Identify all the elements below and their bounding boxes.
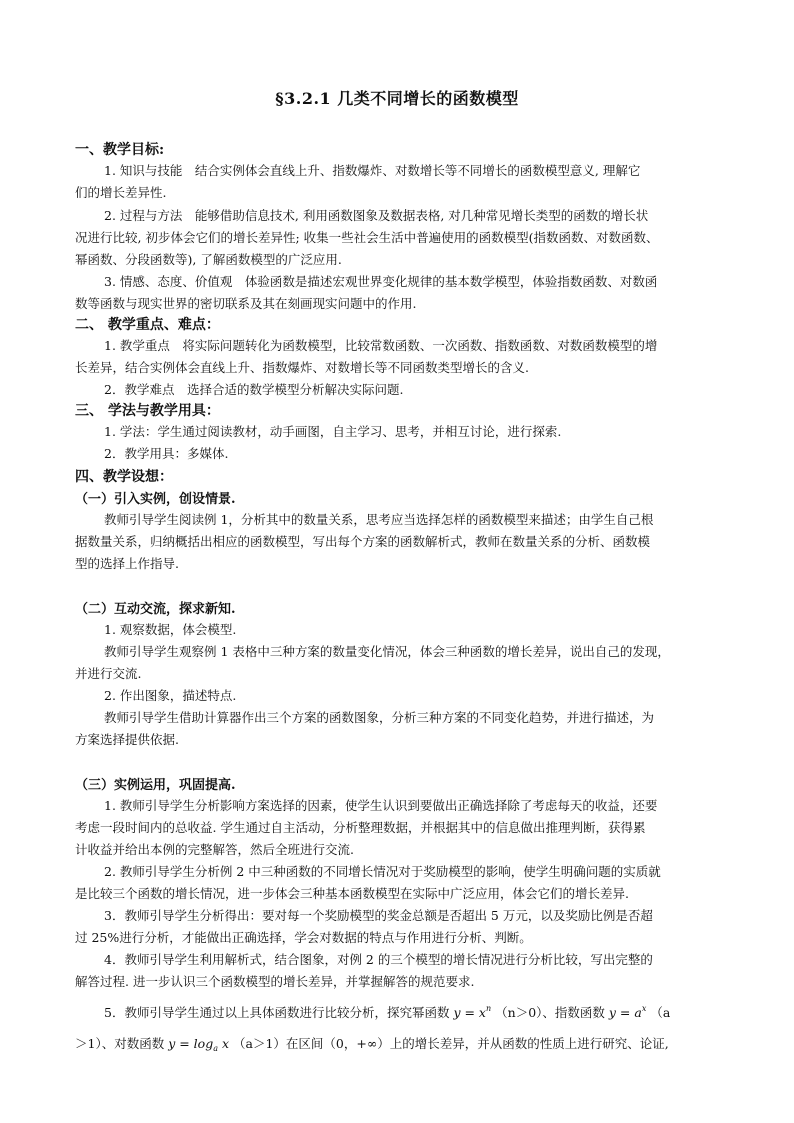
subsection-heading-intro: （一）引入实例，创设情景. [75, 492, 236, 507]
paragraph-line: 是比较三个函数的增长情况，进一步体会三种基本函数模型在实际中广泛应用，体会它们的增长差异. [75, 886, 629, 901]
paragraph-line: 1. 观察数据，体会模型. [104, 622, 237, 637]
section-heading-design: 四、教学设想： [75, 469, 173, 485]
subsection-heading-interaction: （二）互动交流，探求新知. [75, 602, 236, 617]
formula-paragraph-line [75, 1034, 669, 1053]
paragraph-line: 4．教师引导学生利用解析式，结合图象，对例 2 的三个模型的增长情况进行分析比较，写出完整的 [104, 952, 653, 967]
paragraph-line: 2. 作出图象，描述特点. [104, 688, 237, 703]
paragraph-line: 们的增长差异性. [75, 185, 167, 200]
power-function-base: y = x [453, 1005, 486, 1020]
exponential-function-formula [609, 1005, 646, 1020]
paragraph-line: 3．教师引导学生分析得出：要对每一个奖励模型的奖金总额是否超出 5 万元，以及奖励比例是否超 [104, 908, 653, 923]
paragraph-line: 长差异，结合实例体会直线上升、指数爆炸、对数增长等不同函数类型增长的含义. [75, 360, 529, 375]
paragraph-line: 方案选择提供依据. [75, 732, 179, 747]
paragraph-line: 过 25%进行分析，才能做出正确选择，学会对数据的特点与作用进行分析、判断。 [75, 930, 532, 945]
paragraph-line: 况进行比较, 初步体会它们的增长差异性; 收集一些社会生活中普遍使用的函数模型(指数函数、对数函数、 [75, 230, 659, 245]
paragraph-line: 教师引导学生借助计算器作出三个方案的函数图象，分析三种方案的不同变化趋势，并进行描述，为 [104, 710, 655, 725]
paragraph-line: 数等函数与现实世界的密切联系及其在刻画现实问题中的作用. [75, 296, 417, 311]
exponential-function-exponent: x [641, 1004, 647, 1013]
logarithmic-function-base: a [213, 1044, 218, 1053]
paragraph-text: （n＞0）、指数函数 [495, 1005, 605, 1020]
paragraph-line: 考虑一段时间内的总收益. 学生通过自主活动，分析整理数据，并根据其中的信息做出推理判断，获得累 [75, 820, 646, 835]
section-heading-methods: 三、 学法与教学用具： [75, 403, 220, 419]
paragraph-line: 1. 教学重点 将实际问题转化为函数模型，比较常数函数、一次函数、指数函数、对数函数模型的增 [104, 338, 658, 353]
paragraph-line: 2．教学难点 选择合适的数学模型分析解决实际问题. [104, 382, 404, 397]
formula-paragraph-line [104, 1003, 670, 1021]
logarithmic-function-name: y = log [168, 1036, 214, 1051]
page-title: §3.2.1 几类不同增长的函数模型 [275, 89, 519, 108]
paragraph-line: 2. 过程与方法 能够借助信息技术, 利用函数图象及数据表格, 对几种常见增长类型的函数的增长状 [104, 208, 649, 223]
subsection-heading-application: （三）实例运用，巩固提高. [75, 778, 236, 793]
paragraph-line: 解答过程. 进一步认识三个函数模型的增长差异，并掌握解答的规范要求. [75, 974, 475, 989]
paragraph-line: 2．教学用具：多媒体. [104, 446, 229, 461]
paragraph-text: （a＞1）在区间（0，+∞）上的增长差异，并从函数的性质上进行研究、论证, [233, 1036, 669, 1051]
paragraph-line: 2. 教师引导学生分析例 2 中三种函数的不同增长情况对于奖励模型的影响，使学生明确问题的实质就 [104, 864, 661, 879]
paragraph-line: 1. 教师引导学生分析影响方案选择的因素，使学生认识到要做出正确选择除了考虑每天的收益，还要 [104, 798, 658, 813]
section-heading-key-points: 二、 教学重点、难点： [75, 317, 220, 333]
section-heading-objectives: 一、教学目标: [75, 142, 165, 158]
paragraph-text: ＞1）、对数函数 [75, 1036, 165, 1051]
paragraph-line: 1. 学法：学生通过阅读教材，动手画图，自主学习、思考，并相互讨论，进行探索. [104, 424, 562, 439]
paragraph-line: 计收益并给出本例的完整解答，然后全班进行交流. [75, 842, 354, 857]
paragraph-line: 教师引导学生阅读例 1，分析其中的数量关系，思考应当选择怎样的函数模型来描述；由学生自己根 [104, 512, 654, 527]
paragraph-line: 3. 情感、态度、价值观 体验函数是描述宏观世界变化规律的基本数学模型，体验指数函数、对数函 [104, 274, 658, 289]
logarithmic-function-formula [168, 1036, 229, 1051]
power-function-formula [453, 1005, 491, 1020]
paragraph-line: 据数量关系，归纳概括出相应的函数模型，写出每个方案的函数解析式，教师在数量关系的分析、函数模 [75, 534, 651, 549]
paragraph-line: 并进行交流. [75, 666, 142, 681]
logarithmic-function-argument: x [221, 1036, 230, 1051]
paragraph-line: 型的选择上作指导. [75, 556, 179, 571]
exponential-function-base: y = a [608, 1005, 642, 1020]
paragraph-line: 1. 知识与技能 结合实例体会直线上升、指数爆炸、对数增长等不同增长的函数模型意义, 理解它 [104, 163, 641, 178]
power-function-exponent: n [486, 1004, 492, 1013]
paragraph-text: （a [650, 1005, 671, 1020]
paragraph-line: 教师引导学生观察例 1 表格中三种方案的数量变化情况，体会三种函数的增长差异，说出自己的发现， [104, 644, 670, 659]
paragraph-line: 幂函数、分段函数等), 了解函数模型的广泛应用. [75, 252, 342, 267]
paragraph-text: 5．教师引导学生通过以上具体函数进行比较分析，探究幂函数 [104, 1005, 450, 1020]
